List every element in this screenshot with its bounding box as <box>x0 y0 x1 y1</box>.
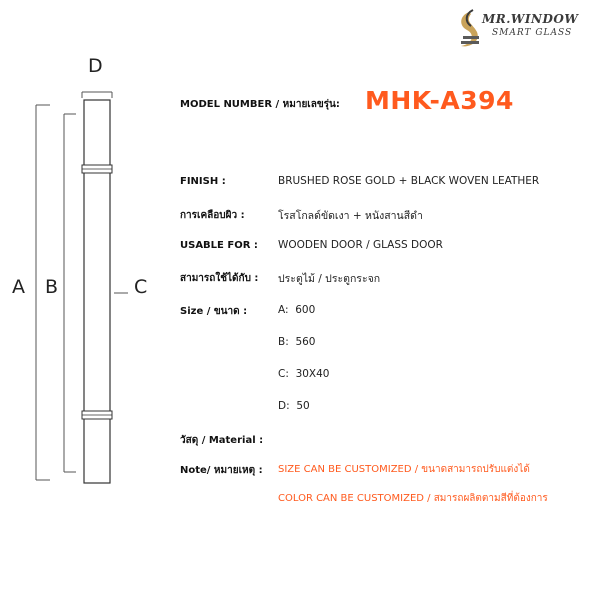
material-label: วัสดุ / Material : <box>180 435 264 446</box>
dimension-d-line <box>82 92 112 98</box>
finish-label: FINISH : <box>180 176 226 187</box>
note-size-custom: SIZE CAN BE CUSTOMIZED / ขนาดสามารถปรับแต่งได้ <box>278 464 530 475</box>
size-c-key: C: <box>278 368 289 380</box>
size-a-key: A: <box>278 304 289 316</box>
finish-th-label: การเคลือบผิว : <box>180 210 245 221</box>
size-d-key: D: <box>278 400 290 412</box>
usable-value: WOODEN DOOR / GLASS DOOR <box>278 239 443 251</box>
dimension-b-label: B <box>45 276 59 298</box>
size-c-value: 30X40 <box>295 368 330 380</box>
dimension-c-label: C <box>134 276 148 298</box>
handle-bar <box>82 100 112 483</box>
usable-th-label: สามารถใช้ได้กับ : <box>180 273 259 284</box>
brand-tagline: SMART GLASS <box>492 28 573 38</box>
size-b-value: 560 <box>295 336 316 348</box>
model-number: MHK-A394 <box>365 86 514 115</box>
size-d <box>278 400 310 412</box>
size-b-key: B: <box>278 336 289 348</box>
finish-value: BRUSHED ROSE GOLD + BLACK WOVEN LEATHER <box>278 175 540 187</box>
size-a <box>278 304 315 316</box>
brand-name: MR.WINDOW <box>482 12 579 26</box>
note-label: Note/ หมายเหตุ : <box>180 465 263 476</box>
size-d-value: 50 <box>296 400 310 412</box>
dimension-d-label: D <box>88 55 103 77</box>
dimension-a-label: A <box>12 276 25 298</box>
usable-label: USABLE FOR : <box>180 240 258 251</box>
usable-th-value: ประตูไม้ / ประตูกระจก <box>278 273 381 285</box>
dimension-b-line <box>64 114 76 472</box>
finish-th-value: โรสโกลด์ขัดเงา + หนังสานสีดำ <box>278 210 423 222</box>
size-a-value: 600 <box>295 304 316 316</box>
size-b <box>278 336 315 348</box>
handle-drawing <box>0 0 175 600</box>
note-color-custom: COLOR CAN BE CUSTOMIZED / สมารถผลิตตามสีที่ต้องการ <box>278 493 548 504</box>
size-label: Size / ขนาด : <box>180 306 248 317</box>
model-number-label: MODEL NUMBER / หมายเลขรุ่น: <box>180 99 340 110</box>
size-c <box>278 368 329 380</box>
